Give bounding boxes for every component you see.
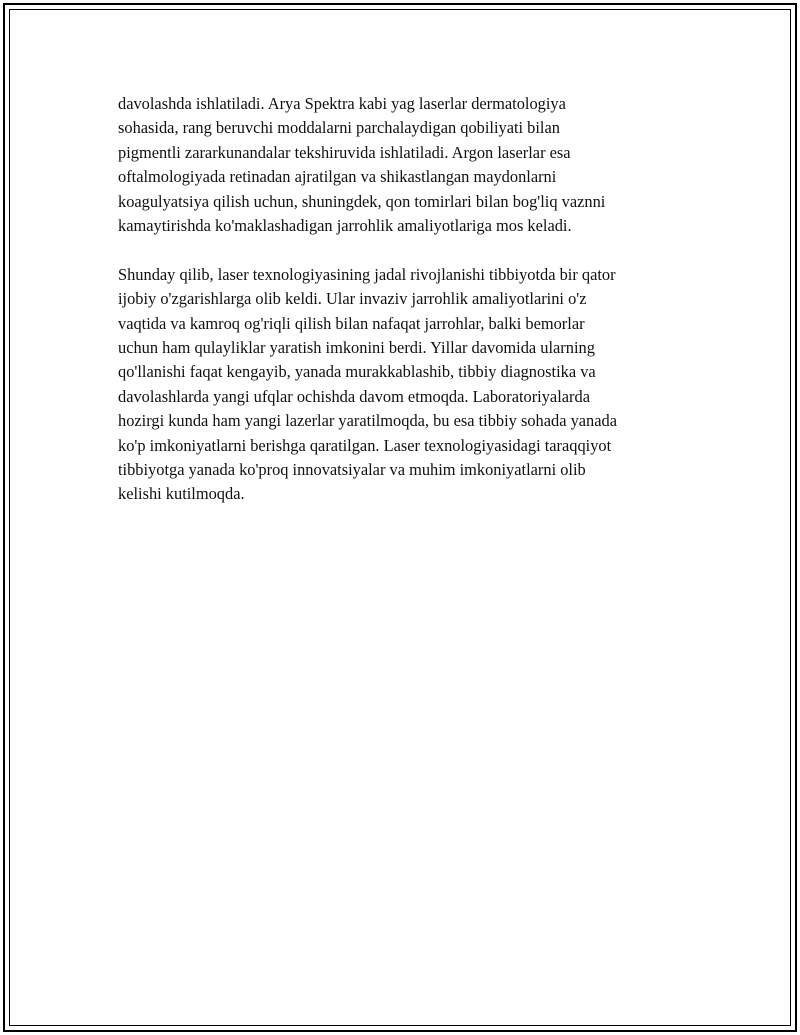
- text-line: qo'llanishi faqat kengayib, yanada murakkablashib, tibbiy diagnostika va: [118, 362, 596, 382]
- text-line: hozirgi kunda ham yangi lazerlar yaratilmoqda, bu esa tibbiy sohada yanada: [118, 411, 617, 431]
- text-line: vaqtida va kamroq og'riqli qilish bilan nafaqat jarrohlar, balki bemorlar: [118, 313, 585, 333]
- text-line: ijobiy o'zgarishlarga olib keldi. Ular invaziv jarrohlik amaliyotlarini o'z: [118, 289, 587, 309]
- paragraph: [118, 263, 690, 507]
- text-line: ko'p imkoniyatlarni berishga qaratilgan. Laser texnologiyasidagi taraqqiyot: [118, 435, 612, 455]
- text-line: koagulyatsiya qilish uchun, shuningdek, qon tomirlari bilan bog'liq vaznni: [118, 191, 606, 211]
- text-line: pigmentli zararkunandalar tekshiruvida ishlatiladi. Argon laserlar esa: [118, 142, 571, 162]
- text-line: kelishi kutilmoqda.: [118, 484, 245, 504]
- paragraph: [118, 92, 690, 238]
- text-line: oftalmologiyada retinadan ajratilgan va shikastlangan maydonlarni: [118, 167, 557, 187]
- paragraph-spacer: [118, 238, 690, 262]
- text-line: sohasida, rang beruvchi moddalarni parchalaydigan qobiliyati bilan: [118, 118, 560, 138]
- text-line: Shunday qilib, laser texnologiyasining jadal rivojlanishi tibbiyotda bir qator: [118, 264, 616, 284]
- document-body: [118, 92, 690, 507]
- text-line: uchun ham qulayliklar yaratish imkonini berdi. Yillar davomida ularning: [118, 338, 595, 358]
- text-line: kamaytirishda ko'maklashadigan jarrohlik amaliyotlariga mos keladi.: [118, 216, 572, 236]
- text-line: davolashlarda yangi ufqlar ochishda davom etmoqda. Laboratoriyalarda: [118, 386, 590, 406]
- text-line: davolashda ishlatiladi. Arya Spektra kabi yag laserlar dermatologiya: [118, 94, 566, 113]
- text-line: tibbiyotga yanada ko'proq innovatsiyalar va muhim imkoniyatlarni olib: [118, 460, 586, 480]
